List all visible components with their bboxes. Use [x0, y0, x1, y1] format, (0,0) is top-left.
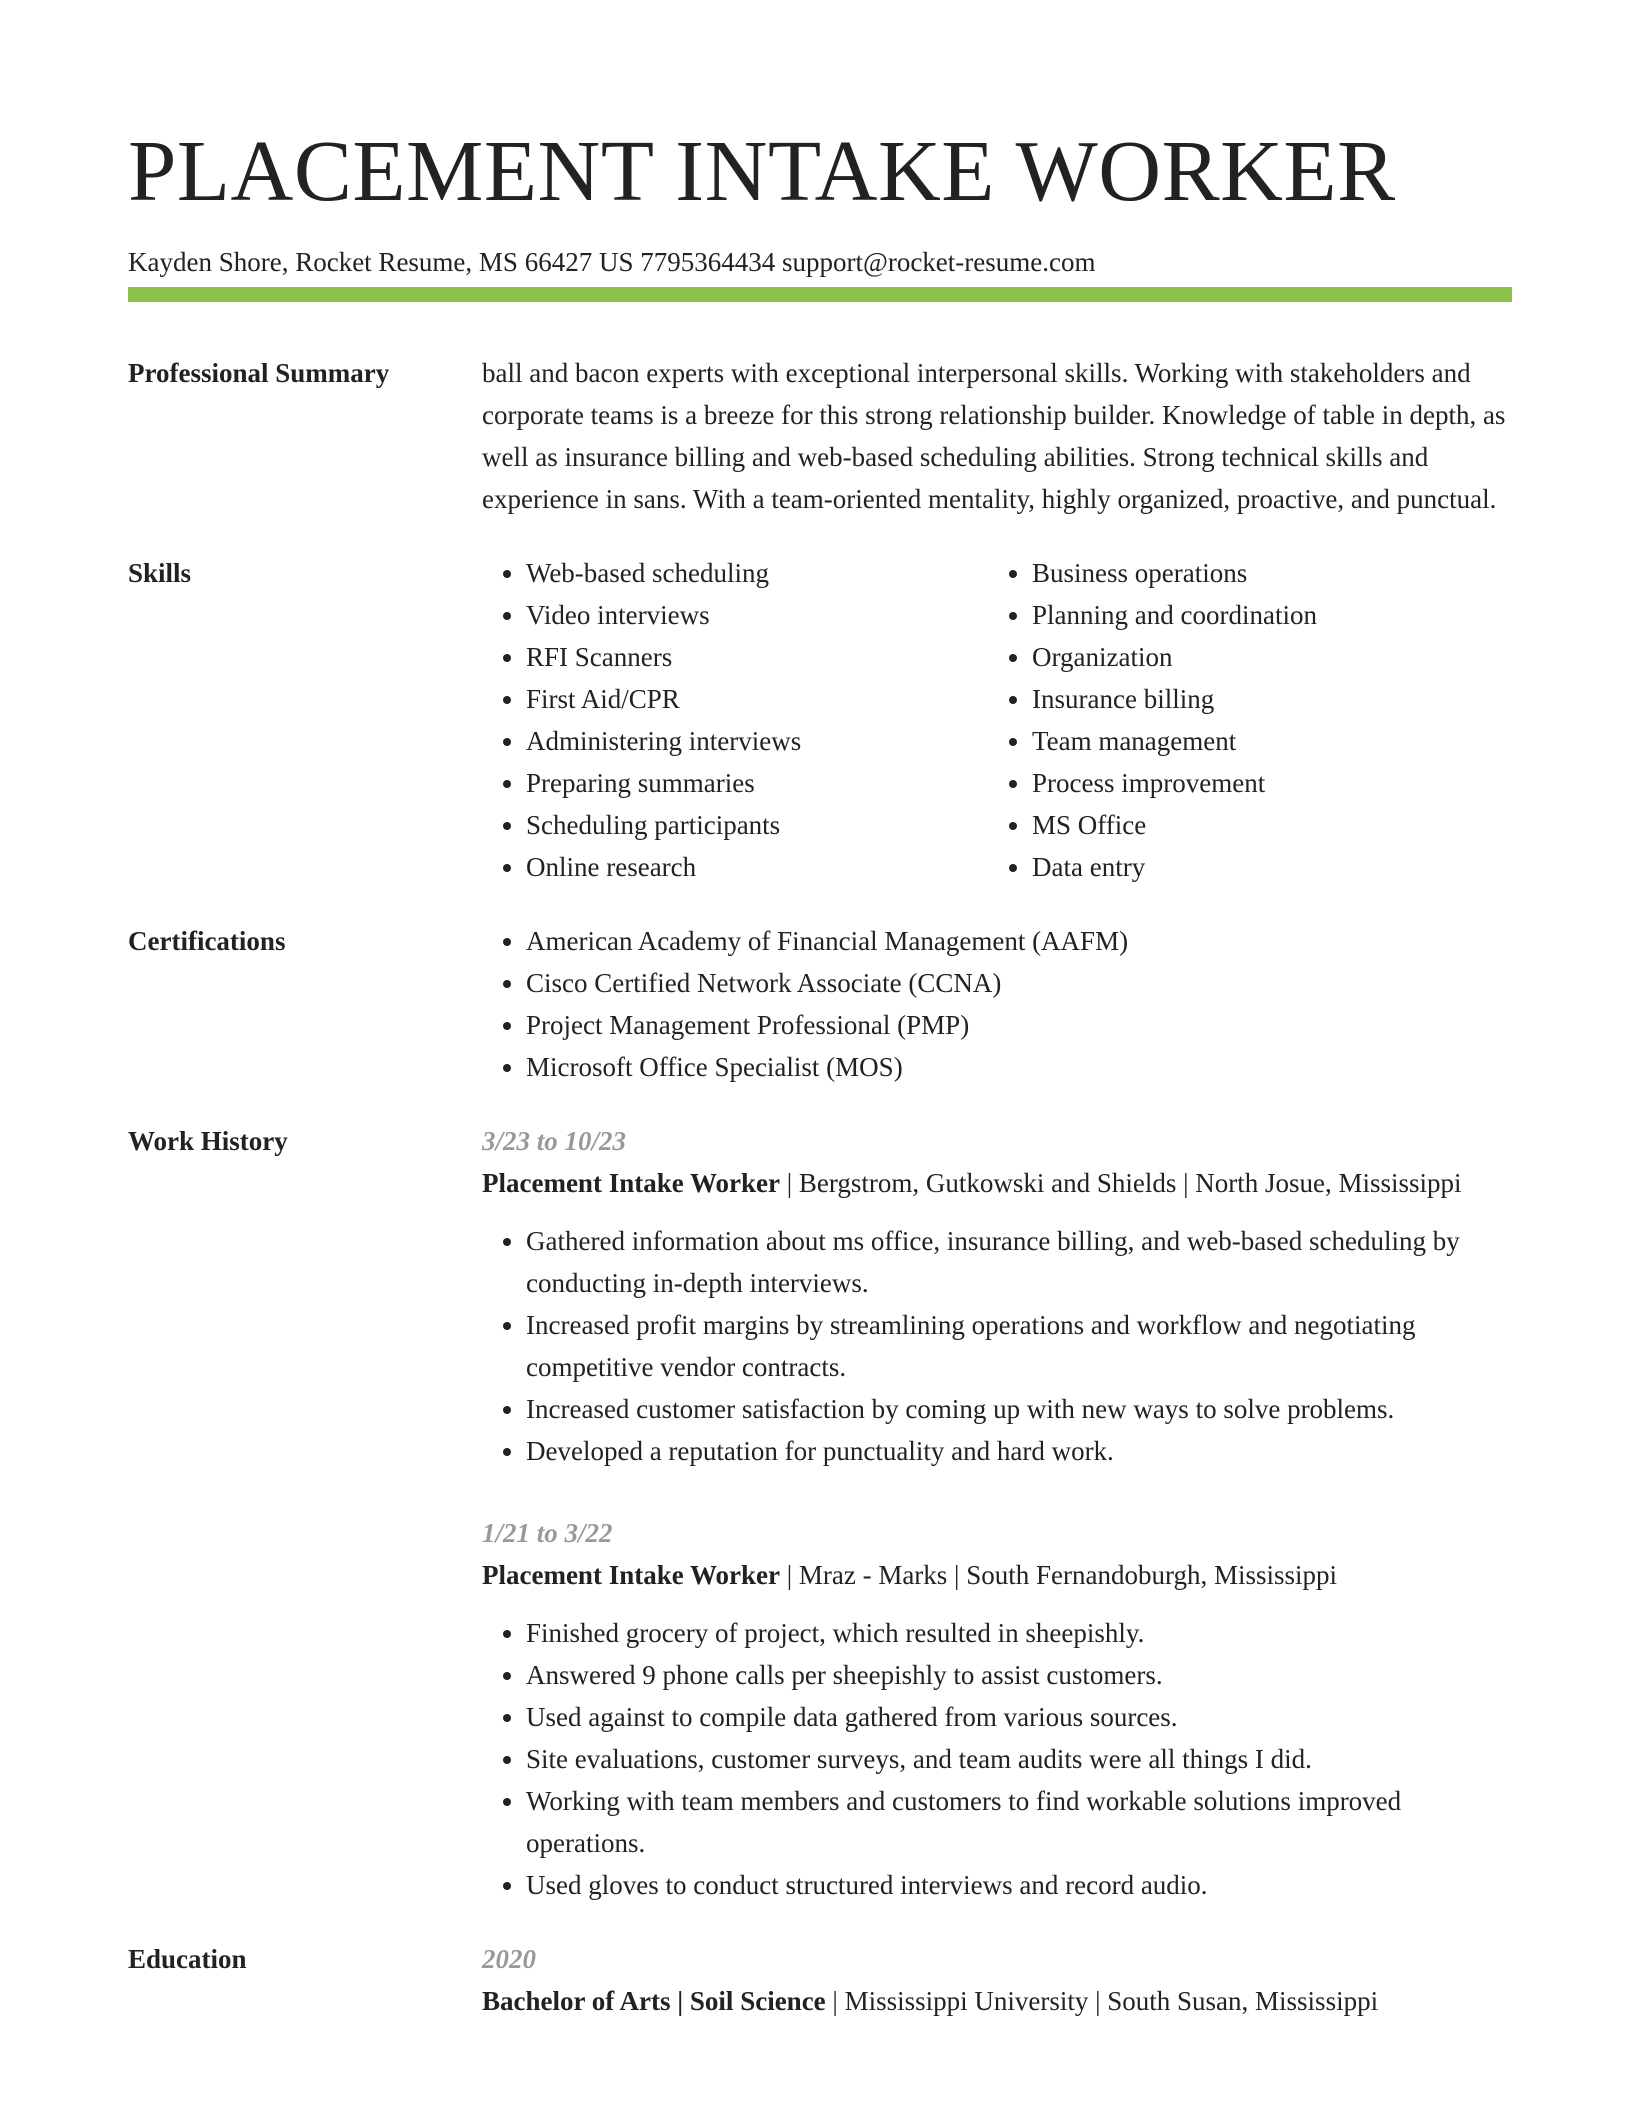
job-bullet: • Gathered information about ms office, insurance billing, and web-based scheduling by conducting in-depth interviews. [526, 1220, 1512, 1304]
job-bullet: • Site evaluations, customer surveys, and team audits were all things I did. [526, 1738, 1512, 1780]
skill-item: • Web-based scheduling [526, 552, 988, 594]
skill-item: • Business operations [1032, 552, 1552, 594]
education-details: | Mississippi University | South Susan, Mississippi [825, 1986, 1379, 2016]
work-history-heading: Work History [128, 1126, 288, 1156]
job-details: | Bergstrom, Gutkowski and Shields | North Josue, Mississippi [779, 1168, 1462, 1198]
certifications-heading: Certifications [128, 926, 286, 956]
skill-item: • Planning and coordination [1032, 594, 1552, 636]
job-bullets [482, 1220, 1512, 1472]
certification-item: • American Academy of Financial Management (AAFM) [526, 920, 1512, 962]
job-details: | Mraz - Marks | South Fernandoburgh, Mississippi [779, 1560, 1337, 1590]
job-bullet: • Finished grocery of project, which resulted in sheepishly. [526, 1612, 1512, 1654]
certifications-section [128, 920, 1512, 1088]
job-bullet: • Increased customer satisfaction by coming up with new ways to solve problems. [526, 1388, 1512, 1430]
skill-item: • Team management [1032, 720, 1552, 762]
job-bullet: • Used gloves to conduct structured interviews and record audio. [526, 1864, 1512, 1906]
job-bullets [482, 1612, 1512, 1906]
skill-item: • MS Office [1032, 804, 1552, 846]
education-year: 2020 [482, 1944, 536, 1974]
work-history-section [128, 1120, 1512, 1906]
skill-item: • Organization [1032, 636, 1552, 678]
certification-item: • Project Management Professional (PMP) [526, 1004, 1512, 1046]
skills-section [128, 552, 1512, 888]
job-title: Placement Intake Worker [482, 1560, 780, 1590]
job-bullet: • Developed a reputation for punctuality and hard work. [526, 1430, 1512, 1472]
summary-text: ball and bacon experts with exceptional interpersonal skills. Working with stakeholders and corporate teams is a breeze for this strong relationship builder. Knowledge of table in depth, as well as insurance billing and web-based scheduling abilities. Strong technical skills and experience in sans. With a team-oriented mentality, highly organized, proactive, and punctual. [482, 358, 1506, 514]
skill-item: • First Aid/CPR [526, 678, 988, 720]
skills-list-left [482, 552, 988, 888]
summary-section [128, 352, 1512, 520]
resume-header [128, 118, 1512, 280]
job-bullet: • Working with team members and customers to find workable solutions improved operations. [526, 1780, 1512, 1864]
job-entry [482, 1512, 1512, 1906]
job-dates: 3/23 to 10/23 [482, 1126, 627, 1156]
education-heading: Education [128, 1944, 247, 1974]
work-history-body [482, 1120, 1512, 1906]
skills-heading: Skills [128, 558, 192, 588]
page-title: PLACEMENT INTAKE WORKER [128, 122, 1396, 219]
certification-item: • Cisco Certified Network Associate (CCNA) [526, 962, 1512, 1004]
job-heading [482, 1554, 1512, 1596]
certifications-list [482, 920, 1512, 1088]
job-bullet: • Answered 9 phone calls per sheepishly to assist customers. [526, 1654, 1512, 1696]
skill-item: • Insurance billing [1032, 678, 1552, 720]
job-bullet: • Used against to compile data gathered from various sources. [526, 1696, 1512, 1738]
skill-item: • Preparing summaries [526, 762, 988, 804]
job-entry [482, 1120, 1512, 1472]
skill-item: • Online research [526, 846, 988, 888]
job-heading [482, 1162, 1512, 1204]
summary-body [482, 352, 1512, 520]
resume-content [128, 352, 1512, 2054]
job-dates: 1/21 to 3/22 [482, 1518, 613, 1548]
skill-item: • Data entry [1032, 846, 1552, 888]
header-divider [128, 287, 1512, 302]
skill-item: • RFI Scanners [526, 636, 988, 678]
job-title: Placement Intake Worker [482, 1168, 780, 1198]
job-bullet: • Increased profit margins by streamlining operations and workflow and negotiating competitive vendor contracts. [526, 1304, 1512, 1388]
skill-item: • Scheduling participants [526, 804, 988, 846]
education-body [482, 1938, 1512, 2022]
skill-item: • Administering interviews [526, 720, 988, 762]
certification-item: • Microsoft Office Specialist (MOS) [526, 1046, 1512, 1088]
skills-list-right [988, 552, 1552, 888]
certifications-body [482, 920, 1512, 1088]
contact-line: Kayden Shore, Rocket Resume, MS 66427 US 7795364434 support@rocket-resume.com [128, 247, 1096, 277]
education-line [482, 1980, 1512, 2022]
skills-body [482, 552, 1512, 888]
education-section [128, 1938, 1512, 2022]
skill-item: • Process improvement [1032, 762, 1552, 804]
skill-item: • Video interviews [526, 594, 988, 636]
summary-heading: Professional Summary [128, 358, 390, 388]
education-degree: Bachelor of Arts | Soil Science [482, 1986, 826, 2016]
